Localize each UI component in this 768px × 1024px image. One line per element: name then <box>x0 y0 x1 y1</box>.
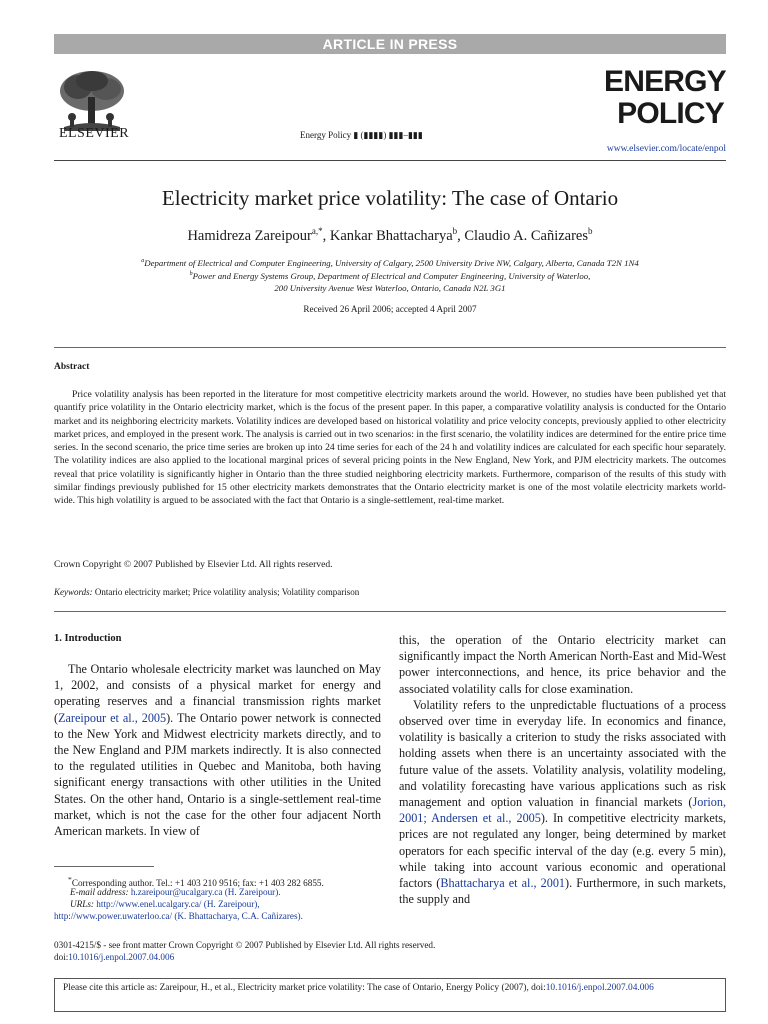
abstract-copyright: Crown Copyright © 2007 Published by Elsevier Ltd. All rights reserved. <box>54 559 333 570</box>
body-text: this, the operation of the Ontario electricity market can significantly impact the North American North-East and Mid-West power interconnections, and hence, its price behavior and the associated volatility calls for close examination. <box>399 633 726 696</box>
abstract-text: Price volatility analysis has been reported in the literature for most competitive electricity markets around the world. However, no studies have been published yet that quantify price volatility in the Ontario electricity market, which is the focus of the present paper. In this paper, a comparative volatility analysis is conducted for the Ontario market and its neighboring electricity markets. Volatility indices are developed based on historical volatility and price velocity concepts, previously applied to other electricity market prices, and employed in the present work. The analysis is carried out in two scenarios: in the first scenario, the volatility indices are determined for the entire price time series. In the second scenario, the price time series are broken up into 24 time series for each of the 24 h and volatility indices are calculated for each specific hour separately. The volatility indices are also applied to the locational marginal prices of several pricing points in the New England, New York, and PJM electricity markets. The outcomes reveal that price volatility is significantly higher in Ontario than the three studied neighboring electricity markets. Furthermore, comparison of the results of this study with similar findings previously published for 15 other electricity markets demonstrates that the Ontario electricity market is one of the most volatile electricity markets world-wide. This high volatility is argued to be associated with the fact that Ontario is a single-settlement, real-time market. <box>54 389 726 507</box>
article-title: Electricity market price volatility: The case of Ontario <box>161 186 619 210</box>
received-dates: Received 26 April 2006; accepted 4 April 2007 <box>303 304 477 314</box>
footnote-email <box>54 886 381 898</box>
affiliation-a <box>54 256 726 269</box>
affiliation-marker: a <box>141 258 145 264</box>
journal-logo-line1: ENERGY <box>604 65 726 98</box>
affiliations <box>54 256 726 294</box>
body-text: ). In competitive electricity markets, prices are not regulated any longer, being determined by market operators for each specific interval of the day (e.g. every 5 min), while taking into account various economic and operational factors ( <box>399 811 726 891</box>
keywords-text: Ontario electricity market; Price volatility analysis; Volatility comparison <box>92 587 360 597</box>
url-link[interactable]: http://www.enel.ucalgary.ca/ (H. Zareipour), <box>94 899 260 909</box>
journal-logo <box>604 66 724 130</box>
header-divider <box>54 160 726 161</box>
doi-link[interactable]: 10.1016/j.enpol.2007.04.006 <box>68 952 175 962</box>
url-link[interactable]: http://www.power.uwaterloo.ca/ (K. Bhattacharya, C.A. Cañizares). <box>54 911 303 921</box>
citation-doi-link[interactable]: 10.1016/j.enpol.2007.04.006 <box>545 983 654 993</box>
journal-url-link[interactable]: www.elsevier.com/locate/enpol <box>606 144 726 154</box>
author-marker: b <box>452 226 458 236</box>
keywords-divider <box>54 611 726 612</box>
abstract-heading: Abstract <box>54 362 90 372</box>
author-marker: b <box>588 226 593 236</box>
article-in-press-banner: ARTICLE IN PRESS <box>54 34 726 54</box>
urls-label: URLs: <box>70 899 94 909</box>
footnote-urls <box>54 898 381 910</box>
author-name: Kankar Bhattacharya <box>329 227 453 244</box>
body-text: Volatility refers to the unpredictable fluctuations of a process observed over time in everyday life. In economics and finance, volatility is basically a criterion to study the risks associated with holding assets when there is an uncertainty associated with the future value of the assets. Volatility analysis, volatility modeling, and volatility forecasting have various applications such as risk management and option valuation in financial markets ( <box>399 697 726 810</box>
author-separator: , <box>457 227 465 244</box>
citation-link[interactable]: Zareipour et al., 2005 <box>58 710 167 725</box>
abstract-top-divider <box>54 347 726 348</box>
keywords <box>54 587 359 597</box>
email-label: E-mail address: <box>70 887 129 897</box>
intro-left-column <box>54 661 381 839</box>
journal-reference: Energy Policy ▮ (▮▮▮▮) ▮▮▮–▮▮▮ <box>300 130 423 140</box>
affiliation-b-address: 200 University Avenue West Waterloo, Ontario, Canada N2L 3G1 <box>274 282 506 293</box>
citation-link[interactable]: Bhattacharya et al., 2001 <box>440 876 566 891</box>
body-text: ). The Ontario power network is connected to the New York and Midwest electricity markets directly, and to the New England and PJM markets indirectly. It is also connected to the regulated utilities in Quebec and Manitoba, both having significant energy transactions with other utilities in the United States. On the other hand, Ontario is a single-settlement real-time market, which is not the case for the other four adjacent North American markets. In view of <box>54 710 382 839</box>
body-paragraph <box>399 697 726 908</box>
citation-notice-box <box>54 978 726 1012</box>
affiliation-marker: b <box>189 271 193 278</box>
issn-line <box>54 939 435 963</box>
affiliation-text: Power and Energy Systems Group, Department of Electrical and Computer Engineering, University of Waterloo, <box>192 271 591 282</box>
affiliation-text: Department of Electrical and Computer Engineering, University of Calgary, 2500 University Drive NW, Calgary, Alberta, Canada T2N 1N4 <box>144 257 639 268</box>
footnote-text: Corresponding author. Tel.: +1 403 210 9516; fax: +1 403 282 6855. <box>71 878 324 889</box>
footnote-divider <box>54 866 154 867</box>
issn-text: 0301-4215/$ - see front matter Crown Copyright © 2007 Published by Elsevier Ltd. All rights reserved. <box>54 940 436 950</box>
author-separator: , <box>322 227 330 244</box>
doi-line <box>54 951 435 963</box>
author-list <box>54 226 726 245</box>
affiliation-b <box>54 269 726 282</box>
journal-logo-line2: POLICY <box>617 97 724 130</box>
publisher-name: ELSEVIER <box>58 126 130 141</box>
doi-label: doi: <box>54 952 69 962</box>
body-text: ). Furthermore, in such markets, the supply and <box>399 876 726 907</box>
body-text: The Ontario wholesale electricity market was launched on May 1, 2002, and consists of a physical market for energy and operating reserves and a financial transmission rights market ( <box>54 662 381 725</box>
citation-link[interactable]: Jorion, 2001; Andersen et al., 2005 <box>399 795 726 826</box>
footnote-marker: * <box>68 875 72 884</box>
author-name: Hamidreza Zareipour <box>187 227 312 244</box>
author-name: Claudio A. Cañizares <box>464 227 589 244</box>
keywords-label: Keywords: <box>54 587 93 597</box>
citation-notice-text: Please cite this article as: Zareipour, H., et al., Electricity market price volatility: The case of Ontario, Energy Policy (2007), doi: <box>63 983 546 993</box>
author-marker: a,* <box>311 226 323 236</box>
section-heading: 1. Introduction <box>54 633 122 644</box>
intro-right-column <box>399 632 726 907</box>
email-link[interactable]: h.zareipour@ucalgary.ca (H. Zareipour). <box>128 887 281 897</box>
